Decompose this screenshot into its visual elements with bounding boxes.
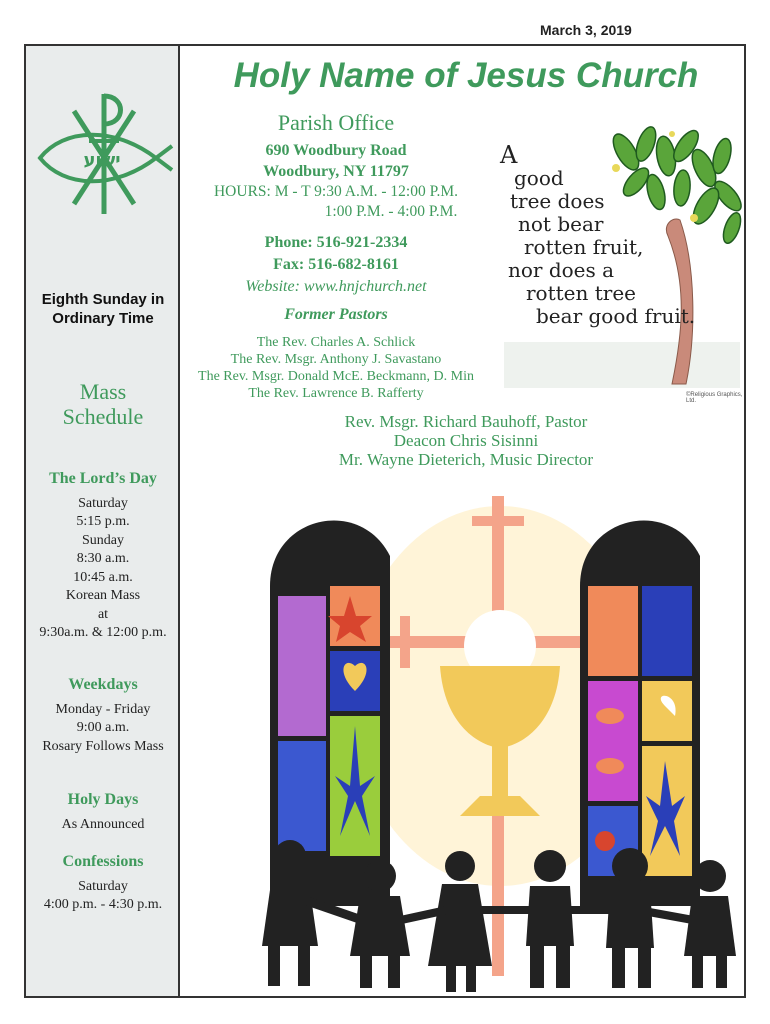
former-pastors-list bbox=[176, 334, 496, 402]
svg-text:ישוע: ישוע bbox=[83, 150, 121, 171]
address-line: 690 Woodbury Road bbox=[265, 142, 407, 159]
bulletin-date: March 3, 2019 bbox=[540, 22, 632, 38]
image-credit: ©Religious Graphics, Ltd. bbox=[686, 392, 743, 404]
liturgical-day-line: Eighth Sunday in bbox=[41, 291, 165, 308]
former-pastor-name: The Rev. Lawrence B. Rafferty bbox=[248, 386, 424, 401]
fax-number: Fax: 516-682-8161 bbox=[273, 256, 399, 273]
schedule-line: Sunday bbox=[82, 532, 124, 548]
staff-member: Mr. Wayne Dieterich, Music Director bbox=[338, 450, 594, 469]
schedule-line: 9:30a.m. & 12:00 p.m. bbox=[39, 625, 167, 640]
former-pastor-name: The Rev. Msgr. Anthony J. Savastano bbox=[230, 352, 442, 367]
quote-line: rotten tree bbox=[526, 281, 637, 305]
phone-number: Phone: 516-921-2334 bbox=[264, 234, 408, 251]
former-pastor-name: The Rev. Msgr. Donald McE. Beckmann, D. Min bbox=[198, 369, 474, 384]
section-heading: Weekdays bbox=[68, 676, 138, 693]
quote-line: tree does bbox=[510, 189, 605, 213]
former-pastor-name: The Rev. Charles A. Schlick bbox=[256, 335, 416, 350]
former-pastors-heading: Former Pastors bbox=[284, 306, 388, 323]
church-title: Holy Name of Jesus Church bbox=[233, 56, 699, 95]
holy-days-section bbox=[26, 791, 180, 834]
mass-schedule-title-line: Schedule bbox=[62, 404, 144, 429]
schedule-line: at bbox=[97, 606, 109, 622]
parish-office-heading: Parish Office bbox=[277, 110, 395, 135]
quote-line: A bbox=[500, 141, 518, 169]
parish-office-block bbox=[166, 110, 506, 324]
office-hours-line: 1:00 P.M. - 4:00 P.M. bbox=[324, 203, 458, 220]
liturgical-day bbox=[26, 290, 180, 328]
mass-schedule-title-line: Mass bbox=[79, 379, 127, 404]
quote-line: good bbox=[514, 166, 564, 190]
bulletin-frame bbox=[24, 44, 746, 998]
quote-line: bear good fruit. bbox=[536, 304, 696, 328]
schedule-line: Rosary Follows Mass bbox=[42, 738, 164, 754]
sidebar bbox=[26, 46, 180, 996]
schedule-line: 9:00 a.m. bbox=[76, 720, 130, 735]
staff-member: Rev. Msgr. Richard Bauhoff, Pastor bbox=[344, 412, 588, 431]
schedule-line: Saturday bbox=[78, 878, 128, 894]
website-link[interactable]: Website: www.hnjchurch.net bbox=[245, 278, 427, 295]
liturgical-day-line: Ordinary Time bbox=[52, 310, 154, 327]
address-line: Woodbury, NY 11797 bbox=[263, 163, 409, 180]
quote-line: not bear bbox=[518, 212, 604, 236]
section-heading: Confessions bbox=[62, 853, 144, 870]
church-windows-children-illustration-icon bbox=[210, 476, 740, 996]
mass-schedule-title bbox=[26, 379, 180, 429]
tree-quote bbox=[496, 141, 696, 328]
confessions-section bbox=[26, 853, 180, 915]
section-heading: Holy Days bbox=[67, 791, 139, 808]
section-heading: The Lord’s Day bbox=[49, 470, 157, 487]
ichthys-chi-rho-logo-icon bbox=[34, 86, 174, 216]
schedule-line: Korean Mass bbox=[65, 588, 141, 603]
weekdays-section bbox=[26, 676, 180, 756]
schedule-line: Saturday bbox=[78, 495, 128, 511]
lords-day-section bbox=[26, 470, 180, 643]
office-hours-line: HOURS: M - T 9:30 A.M. - 12:00 P.M. bbox=[213, 183, 459, 200]
schedule-line: 8:30 a.m. bbox=[76, 551, 130, 566]
staff-list bbox=[316, 412, 616, 469]
schedule-line: 4:00 p.m. - 4:30 p.m. bbox=[43, 897, 163, 912]
schedule-line: 10:45 a.m. bbox=[73, 569, 133, 585]
staff-member: Deacon Chris Sisinni bbox=[393, 431, 539, 450]
schedule-line: 5:15 p.m. bbox=[76, 514, 130, 529]
schedule-line: Monday - Friday bbox=[55, 701, 151, 717]
quote-line: nor does a bbox=[508, 258, 615, 282]
quote-line: rotten fruit, bbox=[524, 235, 644, 259]
schedule-line: As Announced bbox=[61, 816, 145, 832]
